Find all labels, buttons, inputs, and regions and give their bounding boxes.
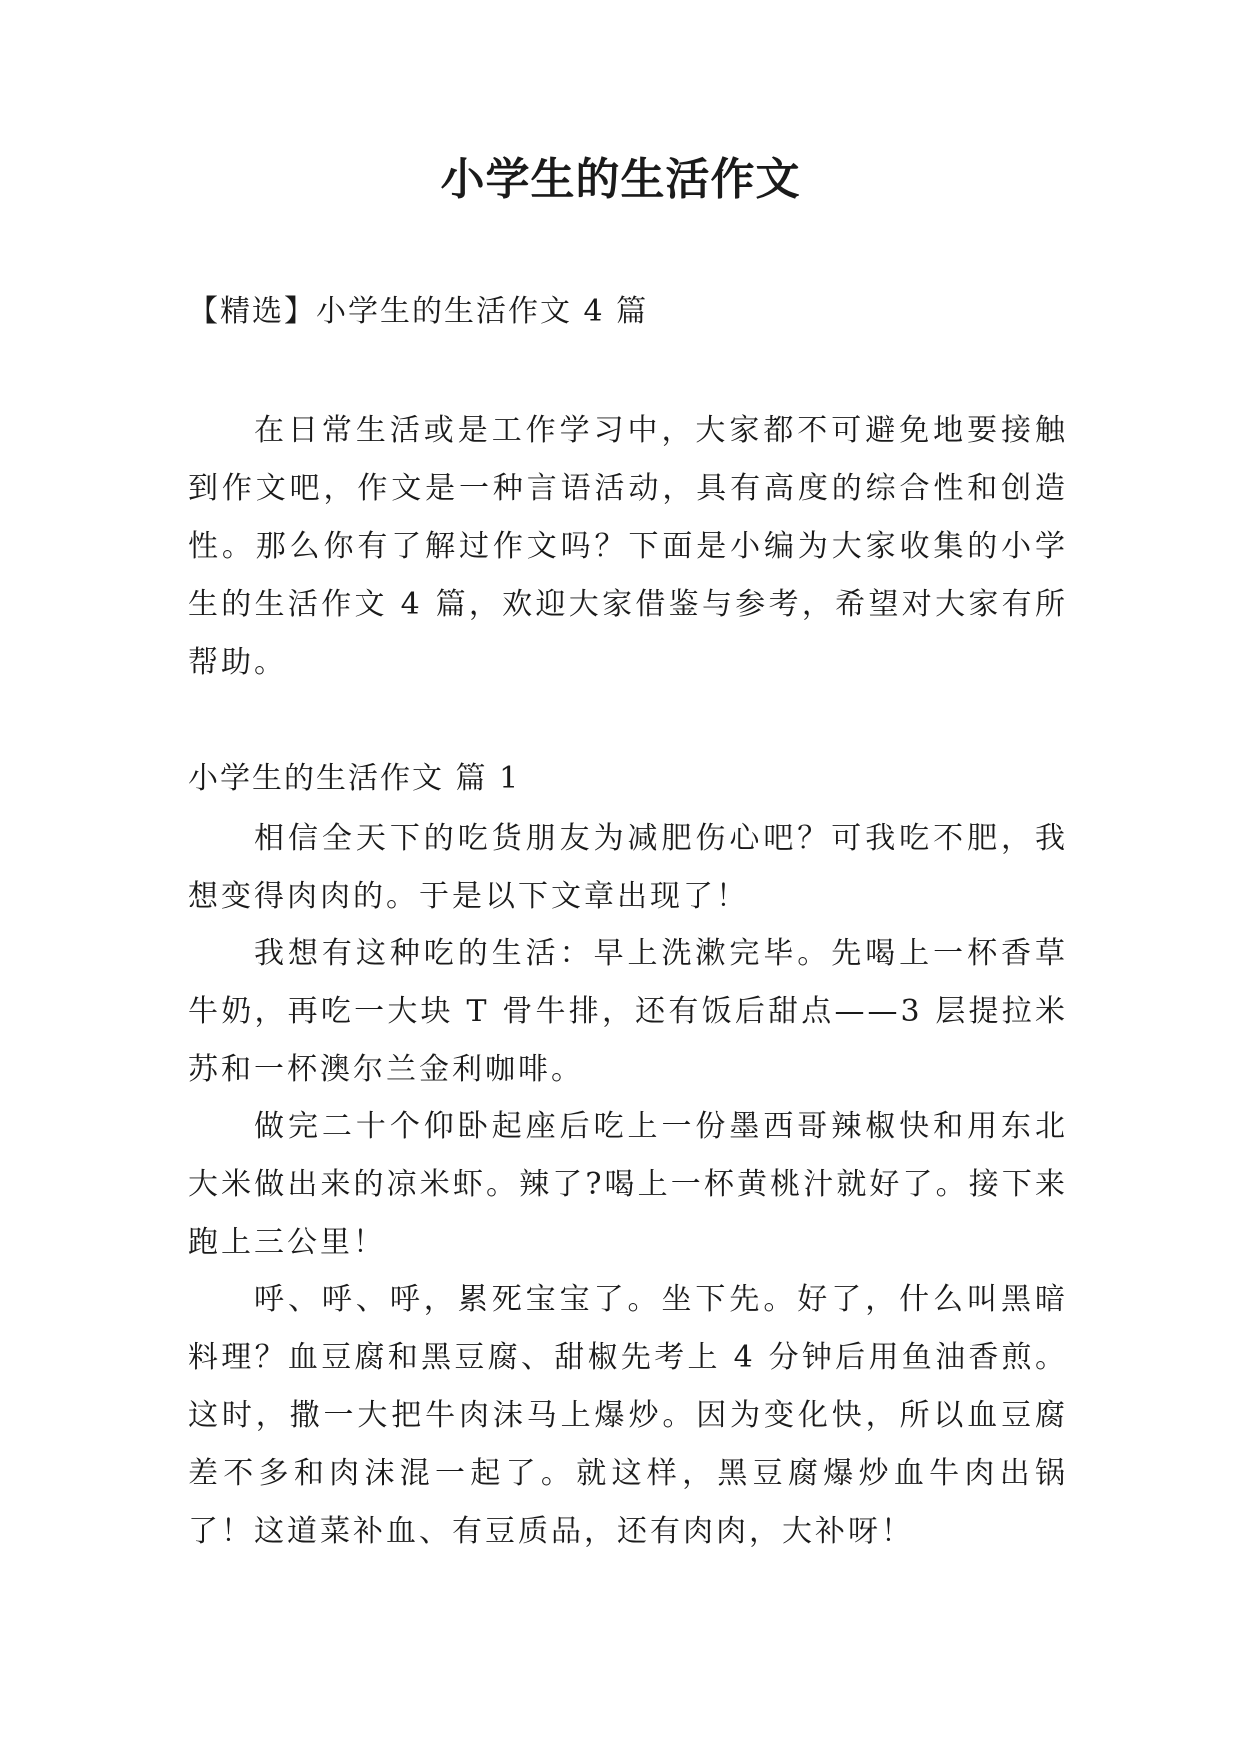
body-paragraph: 呼、呼、呼，累死宝宝了。坐下先。好了，什么叫黑暗料理？血豆腐和黑豆腐、甜椒先考上 4 分钟后用鱼油香煎。这时，撒一大把牛肉沫马上爆炒。因为变化快，所以血豆腐差不多和肉沫混一起了。就这样，黑豆腐爆炒血牛肉出锅了！这道菜补血、有豆质品，还有肉肉，大补呀！ — [188, 1282, 1068, 1549]
document-title: 小学生的生活作文 — [440, 154, 801, 205]
body-paragraph: 相信全天下的吃货朋友为减肥伤心吧？可我吃不肥，我想变得肉肉的。于是以下文章出现了！ — [188, 821, 1068, 914]
body-paragraph: 我想有这种吃的生活：早上洗漱完毕。先喝上一杯香草牛奶，再吃一大块 T 骨牛排，还有饭后甜点——3 层提拉米苏和一杯澳尔兰金利咖啡。 — [188, 936, 1068, 1087]
intro-paragraph: 在日常生活或是工作学习中，大家都不可避免地要接触到作文吧，作文是一种言语活动，具有高度的综合性和创造性。那么你有了解过作文吗？下面是小编为大家收集的小学生的生活作文 4 篇，欢迎大家借鉴与参考，希望对大家有所帮助。 — [188, 413, 1068, 680]
document-subtitle: 【精选】小学生的生活作文 4 篇 — [188, 294, 649, 329]
body-paragraph: 做完二十个仰卧起座后吃上一份墨西哥辣椒快和用东北大米做出来的凉米虾。辣了?喝上一杯黄桃汁就好了。接下来跑上三公里！ — [188, 1109, 1068, 1260]
section-heading: 小学生的生活作文 篇 1 — [188, 761, 521, 796]
